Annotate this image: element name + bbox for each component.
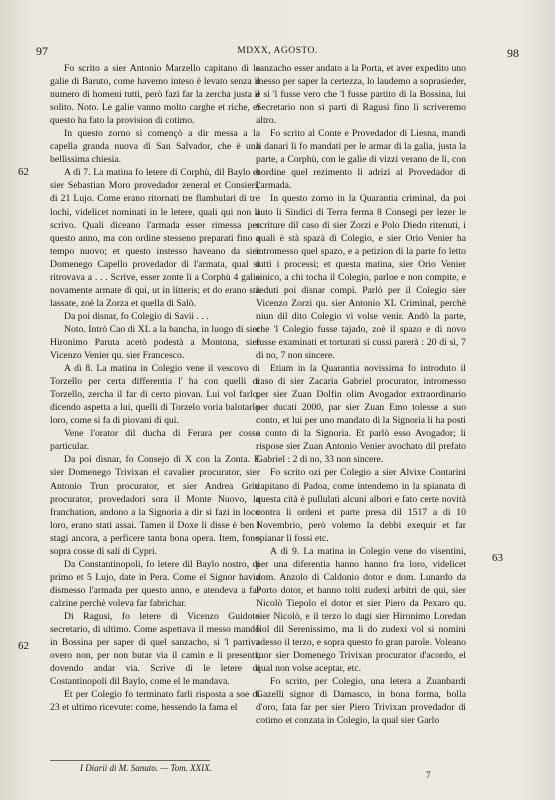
paragraph: Fo scrito, per Colegio, una letera a Zuanbardi Gazelli signor di Damasco, in bona forma, bolla d'oro, fata far per sier Piero Trivixan provedador di cotimo et conzata in Colegio, la qual sier Garlo xyxy=(256,676,466,727)
paragraph: Et per Colegio fo terminato farli risposta a soe di 23 et ultimo ricevute: come, hessendo la fama el xyxy=(50,689,260,714)
page-number-right: 98 xyxy=(507,46,519,60)
paragraph: Di Ragusi, fo letere di Vicenzo Guidoto secretario, di ultimo. Come aspettava il messo mandò in Bossina per saper di quel sanzacho, si 'l partiva overo non, per non butar via il camin e li presenti, dovendo andar via. Scrive di le letere di Costantinopoli dil Baylo, come el le mandava. xyxy=(50,610,260,688)
paragraph: Fo scrito a sier Antonio Marzello capitano di le galie di Baruto, come havemo inteso è levato senza il numero di homeni tutti, però fazi far la zercha justa il solito. Noto. Le galie vanno molto carghe et riche, et questo ha fato la provision di cotimo. xyxy=(50,63,260,127)
paragraph: Fo scrito al Conte e Provedador di Liesna, mandi li danari li fo mandati per le armar di la galia, justa la parte, a Corphù, con le galie di vizzi verano de lì, con hordine quel rezimento li adrizi al Provedador di l'armada. xyxy=(256,128,466,192)
paragraph: Fo scrito ozi per Colegio a sier Alvixe Contarini capitano di Padoa, come intendemo in la spianata di questa cità è pullulati alcuni albori e fato certe novità contra li ordeni et parte presa dil 1517 a di 10 Novembrio, però volemo la debbi exequir et far spianar li fossi etc. xyxy=(256,467,466,544)
right-column xyxy=(256,62,466,727)
running-title: MDXX, AGOSTO. xyxy=(237,46,318,56)
paragraph: In questo zorno si començò a dir messa a la capella granda nuova di San Salvador, che è una bellissima chiesia. xyxy=(50,128,260,166)
margin-note-right-mid: 63 xyxy=(492,552,503,564)
paragraph: sanzacho esser andato a la Porta, et aver expedito uno messo per saper la certezza, lo laudemo a soprasieder, e si 'l fusse vero che 'l fusse partito di la Bossina, lui Secretario non si parti di Ragusi fino li scriveremo altro. xyxy=(256,63,466,127)
paragraph: A dì 7. La matina fo letere di Corphù, dil Baylo et sier Sebastian Moro provedador zeneral et Consieri, di 21 Lujo. Come erano ritornati tre flambulari di tre lochi, videlicet nominati in le letere, quali qui non li scrivo. Quali diceano l'armada esser rimessa per questo anno, ma con ordine stesseno preparati fino a tempo nuovo; et questo instesso haveano da sier Domenego Capello provedador di l'armata, qual si ritrovava a . . . Scrive, esser zonte lì a Corphù 4 galie novamente armate di qui, ut in litteris; et do erano stà lassate, zoè la Zorza et quella di Salò. xyxy=(50,167,260,309)
paragraph: Da poi disnar, fo Consejo di X con la Zonta. E sier Domenego Trivixan el cavalier procurator, sier Antonio Trun procurator, et sier Andrea Griti procurator, provedadori sora il Monte Nuovo, la franchation, andono a la Signoria a dir si fazi in loco loro, erano stati assai. Tamen il Doxe li disse è ben i stagi ancora, a perficere tanta bona opera. Item, fono sopra cosse di sali di Cypri. xyxy=(50,454,260,557)
signature-mark: 7 xyxy=(426,770,431,780)
footer-rule xyxy=(50,760,210,761)
page-number-left: 97 xyxy=(36,44,48,58)
paragraph: In questo zorno in la Quarantia criminal, da poi auto li Sindici di Terra ferma 8 Consegi per lezer le scriture dil caso di sier Zorzi e Polo Diedo ritenuti, i quali è stà spazà di Colegio, e sier Orio Venier ha intromesso quel spazo, e a petizion di la parte fo letto tutti i processi; et questa matina, sier Orio Venier sinico, a chi tocha il Colegio, parloe e non compite, e reduti poi disnar compì. Parlò per il Colegio sier Vicenzo Zorzi qu. sier Antonio XL Criminal, perchè niun dil dito Colegio vi volse venir. Andò la parte, che 'l Colegio fusse tajado, zoè il spazo e di novo fusse examinati et torturati si cussi parerà : 20 di sì, 7 di no, 7 non sincere. xyxy=(256,193,466,362)
paragraph: Noto. Intrò Cao di XL a la bancha, in luogo di sier Hironimo Paruta acetò podestà a Montona, sier Vicenzo Venier qu. sier Francesco. xyxy=(50,323,260,362)
paragraph: A dì 9. La matina in Colegio vene do visentini, per una diferentia hanno hanno fra loro, videlicet dom. Anzolo di Caldonio dotor e dom. Lunardo da Porto dotor, et hanno tolti zudexi arbitri de qui, sier Nicolò Tiepolo el dotor et sier Piero da Pexaro qu. sier Nicolò, e il terzo lo dagi sier Hironimo Loredan fiol dil Serenissimo, ma li do zudexi vol si nomini adesso il terzo, e sopra questo fo gran parole. Voleano tuor sier Domenego Trivixan procurator d'acordo, el qual non volse aceptar, etc. xyxy=(256,545,466,675)
running-header xyxy=(36,44,519,60)
paragraph: Etiam in la Quarantia novissima fo introduto il caso di sier Zacaria Gabriel procurator, intromesso per sier Zuan Dolfin olim Avogador extraordinario per ducati 2000, par sier Zuan Emo tolesse a suo conto, et lui per uno mandato di la Signoria li ha posti a conto di la Signoria. Et parlò esso Avogador; li rispose sier Zuan Antonio Venier avochato dil prefato Gabriel : 2 di no, 33 non sincere. xyxy=(256,363,466,466)
paragraph: Vene l'orator dil ducha di Ferara per cosse particular. xyxy=(50,428,260,453)
margin-note-left-top: 62 xyxy=(18,166,29,178)
footer-title: I Diarii di M. Sanuto. — Tom. XXIX. xyxy=(80,763,212,773)
paragraph: Da poi disnar, fo Colegio di Savii . . . xyxy=(64,310,209,322)
margin-note-left-bottom: 62 xyxy=(18,640,29,652)
paragraph: A dì 8. La matina in Colegio vene il vescovo di Torzello per certa differentia l' ha con quelli di Torzello, zercha il far di certo piovan. Lui vol farlo, dicendo aspetta a lui, quelli di Torzelo voria balotarlo loro, come si fa di piovani di qui. xyxy=(50,363,260,427)
paragraph: Da Constantinopoli, fo letere dil Baylo nostro, di primo et 5 Lujo, date in Pera. Come el Signor havia dismesso l'armada per questo anno, e atendeva a far calzine perchè voleva far fabrichar. xyxy=(50,558,260,609)
left-column xyxy=(50,62,260,714)
